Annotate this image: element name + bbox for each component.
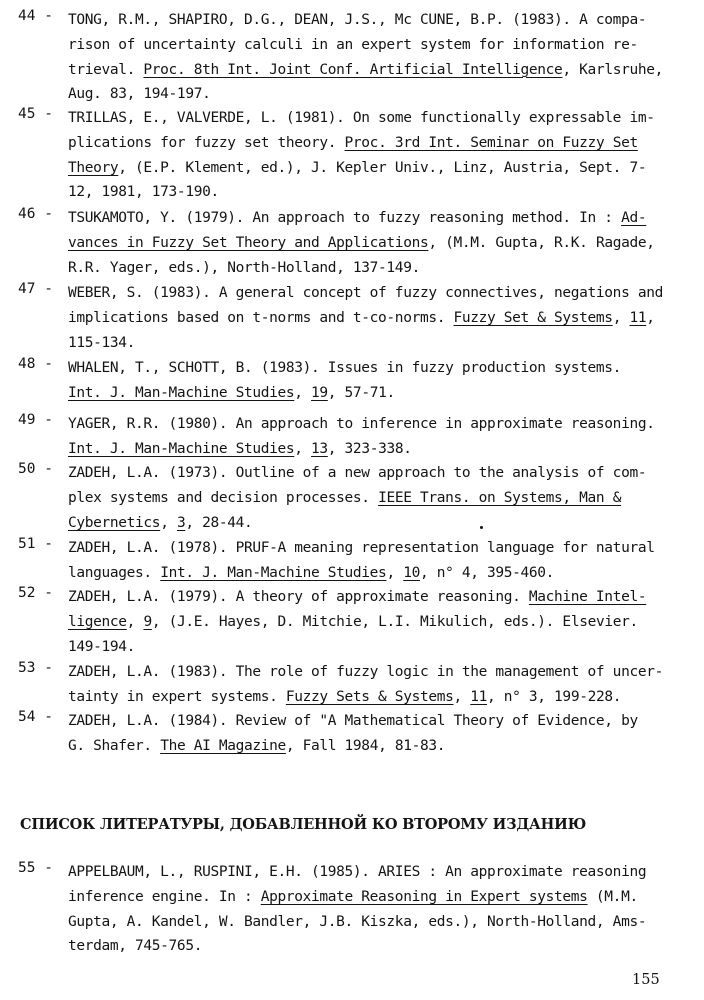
reference-number: 50 - [18, 461, 53, 477]
citation-text: TSUKAMOTO, Y. (1979). An approach to fuzzy reasoning method. In : [68, 210, 622, 226]
reference-number: 49 - [18, 412, 53, 428]
citation-text: 12, 1981, 173-190. [68, 184, 219, 201]
reference-text [68, 8, 668, 107]
reference-line [68, 156, 668, 181]
citation-text: implications based on t-norms and t-co-norms. [68, 309, 454, 326]
reference-line [68, 685, 668, 710]
citation-text: , [453, 688, 471, 705]
citation-text: , n° 3, 199-228. [487, 688, 622, 705]
stray-dot-mark [480, 526, 483, 529]
citation-text: Gupta, A. Kandel, W. Bandler, J.B. Kiszka, eds.), North-Holland, Ams- [68, 913, 647, 930]
reference-number: 44 - [18, 8, 53, 24]
reference-line [68, 610, 668, 635]
reference-text [68, 356, 668, 406]
reference-line [68, 885, 668, 910]
citation-text: inference engine. In : [68, 888, 261, 905]
reference-text [68, 709, 668, 759]
reference-line [68, 82, 668, 107]
citation-text: , (J.E. Hayes, D. Mitchie, L.I. Mikulich, eds.). Elsevier. [151, 613, 638, 630]
citation-text: , n° 4, 395-460. [419, 564, 555, 581]
reference-line [68, 486, 668, 511]
citation-text: , Fall 1984, 81-83. [285, 737, 446, 754]
citation-text: trieval. [68, 61, 144, 78]
underlined-title: Theory [68, 159, 119, 176]
citation-text: R.R. Yager, eds.), North-Holland, 137-149. [68, 259, 420, 276]
reference-text [68, 106, 668, 205]
reference-text [68, 412, 668, 462]
citation-text: , Karlsruhe, [562, 61, 663, 78]
citation-text: , [612, 309, 630, 326]
reference-line [68, 306, 668, 331]
underlined-title: 10 [403, 564, 420, 581]
reference-line [68, 381, 668, 406]
reference-line [68, 734, 668, 759]
reference-number: 45 - [18, 106, 53, 122]
section-heading: СПИСОК ЛИТЕРАТУРЫ, ДОБАВЛЕННОЙ КО ВТОРОМУ ИЗДАНИЮ [20, 816, 587, 833]
reference-number: 47 - [18, 281, 53, 297]
underlined-title: 11 [470, 688, 488, 705]
citation-text: G. Shafer. [68, 737, 161, 754]
reference-line [68, 660, 668, 685]
underlined-title: Machine Intel- [528, 589, 647, 605]
reference-text [68, 860, 668, 959]
citation-text: TONG, R.M., SHAPIRO, D.G., DEAN, J.S., Mc CUNE, B.P. (1983). A compa- [68, 12, 647, 28]
underlined-title: 19 [311, 384, 328, 401]
reference-line [68, 58, 668, 83]
reference-line [68, 256, 668, 281]
underlined-title: 3 [176, 514, 186, 531]
citation-text: plications for fuzzy set theory. [68, 134, 345, 151]
reference-line [68, 437, 668, 462]
page-number: 155 [632, 972, 660, 988]
reference-text [68, 281, 668, 355]
underlined-title: Proc. 3rd Int. Seminar on Fuzzy Set [344, 134, 638, 151]
citation-text: WHALEN, T., SCHOTT, B. (1983). Issues in fuzzy production systems. [68, 360, 622, 376]
reference-number: 51 - [18, 536, 53, 552]
underlined-title: Ad- [621, 210, 647, 226]
citation-text: plex systems and decision processes. [68, 489, 379, 506]
citation-text: ZADEH, L.A. (1979). A theory of approximate reasoning. [68, 589, 529, 605]
reference-line [68, 412, 668, 437]
underlined-title: Fuzzy Set & Systems [453, 309, 613, 326]
reference-line [68, 934, 668, 959]
citation-text: WEBER, S. (1983). A general concept of fuzzy connectives, negations and [68, 285, 663, 301]
citation-text: , [126, 613, 144, 630]
reference-text [68, 660, 668, 710]
underlined-title: Approximate Reasoning in Expert systems [260, 888, 588, 905]
citation-text: , [294, 384, 312, 401]
reference-number: 54 - [18, 709, 53, 725]
citation-text: (M.M. [587, 888, 638, 905]
reference-number: 52 - [18, 585, 53, 601]
reference-line [68, 635, 668, 660]
citation-text: 115-134. [68, 334, 136, 351]
reference-number: 46 - [18, 206, 53, 222]
reference-text [68, 206, 668, 280]
underlined-title: 9 [143, 613, 152, 630]
citation-text: languages. [68, 564, 161, 581]
underlined-title: Fuzzy Sets & Systems [285, 688, 454, 705]
reference-line [68, 281, 668, 306]
citation-text: TRILLAS, E., VALVERDE, L. (1981). On some functionally expressable im- [68, 110, 655, 126]
citation-text: , 28-44. [185, 514, 253, 531]
citation-text: Aug. 83, 194-197. [68, 86, 211, 103]
citation-text: terdam, 745-765. [68, 938, 203, 955]
reference-line [68, 331, 668, 356]
underlined-title: Proc. 8th Int. Joint Conf. Artificial Intelligence [143, 61, 563, 78]
reference-line [68, 461, 668, 486]
reference-line [68, 131, 668, 156]
underlined-title: IEEE Trans. on Systems, Man & [378, 489, 622, 506]
reference-line [68, 511, 668, 536]
underlined-title: Int. J. Man-Machine Studies [160, 564, 387, 581]
reference-line [68, 536, 668, 561]
citation-text: , [160, 514, 177, 531]
citation-text: , (M.M. Gupta, R.K. Ragade, [428, 234, 655, 251]
citation-text: 149-194. [68, 638, 136, 655]
citation-text: APPELBAUM, L., RUSPINI, E.H. (1985). ARIES : An approximate reasoning [68, 864, 647, 880]
citation-text: ZADEH, L.A. (1983). The role of fuzzy logic in the management of uncer- [68, 664, 663, 680]
citation-text: , [646, 309, 655, 326]
citation-text: , [386, 564, 404, 581]
reference-number: 48 - [18, 356, 53, 372]
citation-text: ZADEH, L.A. (1978). PRUF-A meaning representation language for natural [68, 540, 655, 556]
reference-line [68, 206, 668, 231]
underlined-title: Int. J. Man-Machine Studies [68, 384, 295, 401]
underlined-title: Int. J. Man-Machine Studies [68, 440, 295, 457]
underlined-title: The AI Magazine [160, 737, 286, 754]
reference-number: 53 - [18, 660, 53, 676]
reference-number: 55 - [18, 860, 53, 876]
citation-text: ZADEH, L.A. (1973). Outline of a new approach to the analysis of com- [68, 465, 647, 481]
reference-line [68, 585, 668, 610]
underlined-title: ligence [68, 613, 127, 630]
underlined-title: 11 [629, 309, 647, 326]
reference-text [68, 585, 668, 659]
citation-text: YAGER, R.R. (1980). An approach to inference in approximate reasoning. [68, 416, 655, 432]
reference-line [68, 8, 668, 33]
underlined-title: 13 [311, 440, 328, 457]
reference-line [68, 356, 668, 381]
citation-text: , (E.P. Klement, ed.), J. Kepler Univ., Linz, Austria, Sept. 7- [118, 159, 647, 176]
citation-text: , 57-71. [327, 384, 395, 401]
reference-line [68, 709, 668, 734]
citation-text: ZADEH, L.A. (1984). Review of "A Mathematical Theory of Evidence, by [68, 713, 638, 729]
citation-text: tainty in expert systems. [68, 688, 286, 705]
reference-line [68, 561, 668, 586]
reference-line [68, 106, 668, 131]
reference-line [68, 33, 668, 58]
citation-text: rison of uncertainty calculi in an expert system for information re- [68, 36, 638, 53]
reference-line [68, 910, 668, 935]
reference-line [68, 231, 668, 256]
reference-line [68, 860, 668, 885]
underlined-title: vances in Fuzzy Set Theory and Applications [68, 234, 429, 251]
underlined-title: Cybernetics [68, 514, 161, 531]
citation-text: , 323-338. [327, 440, 412, 457]
reference-text [68, 461, 668, 535]
reference-text [68, 536, 668, 586]
reference-line [68, 180, 668, 205]
citation-text: , [294, 440, 312, 457]
